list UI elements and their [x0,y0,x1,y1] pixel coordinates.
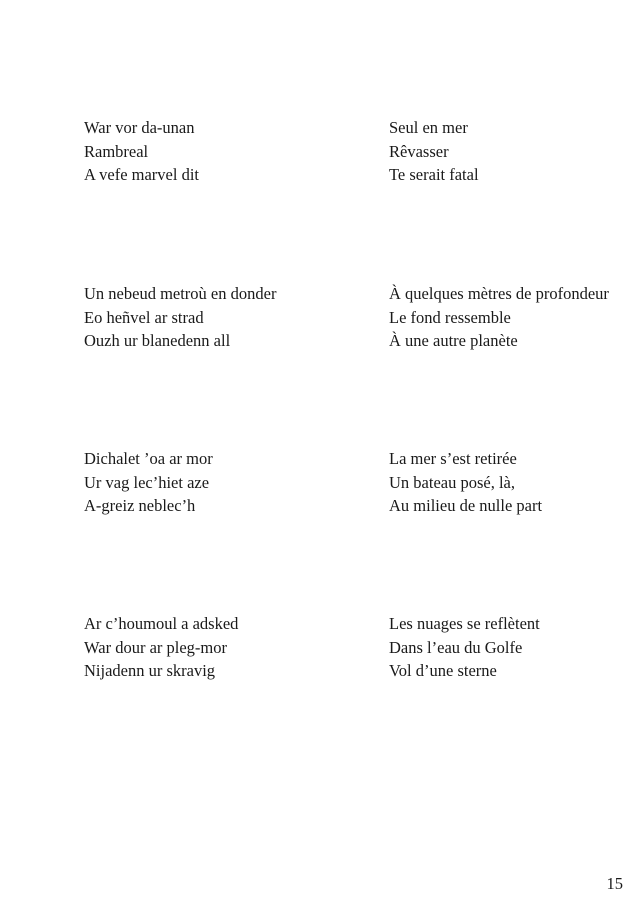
poem-line: Au milieu de nulle part [389,496,543,515]
stanza-3-breton [84,447,213,518]
poem-line: Ouzh ur blanedenn all [84,331,231,350]
poem-line: A-greiz neblec’h [84,496,196,515]
poem-line: Dans l’eau du Golfe [389,637,523,657]
poem-line: Eo heñvel ar strad [84,307,204,327]
poem-line: Un bateau posé, là, [389,472,515,492]
stanza-1-breton [84,116,199,187]
poem-line: Les nuages se reflètent [389,614,540,633]
poem-line: Rêvasser [389,141,449,161]
poem-line: Vol d’une sterne [389,661,497,680]
poem-line: La mer s’est retirée [389,449,517,468]
poem-line: À quelques mètres de profondeur [389,284,609,303]
stanza-1-french [389,116,479,187]
poem-line: Dichalet ’oa ar mor [84,449,213,468]
poem-line: A vefe marvel dit [84,165,200,184]
poem-line: Un nebeud metroù en donder [84,284,277,303]
poem-line: Le fond ressemble [389,307,511,327]
poem-line: Nijadenn ur skravig [84,661,216,680]
poem-line: Ar c’houmoul a adsked [84,614,239,633]
poem-line: War vor da-unan [84,118,195,137]
poem-line: Seul en mer [389,118,468,137]
poem-line: War dour ar pleg-mor [84,637,227,657]
page-number: 15 [606,874,623,893]
poem-line: Rambreal [84,141,149,161]
poem-line: Ur vag lec’hiet aze [84,472,210,492]
stanza-2-french [389,282,609,353]
stanza-4-breton [84,612,238,683]
poem-line: Te serait fatal [389,165,479,184]
stanza-3-french [389,447,542,518]
poem-line: À une autre planète [389,331,518,350]
stanza-4-french [389,612,540,683]
stanza-2-breton [84,282,276,353]
